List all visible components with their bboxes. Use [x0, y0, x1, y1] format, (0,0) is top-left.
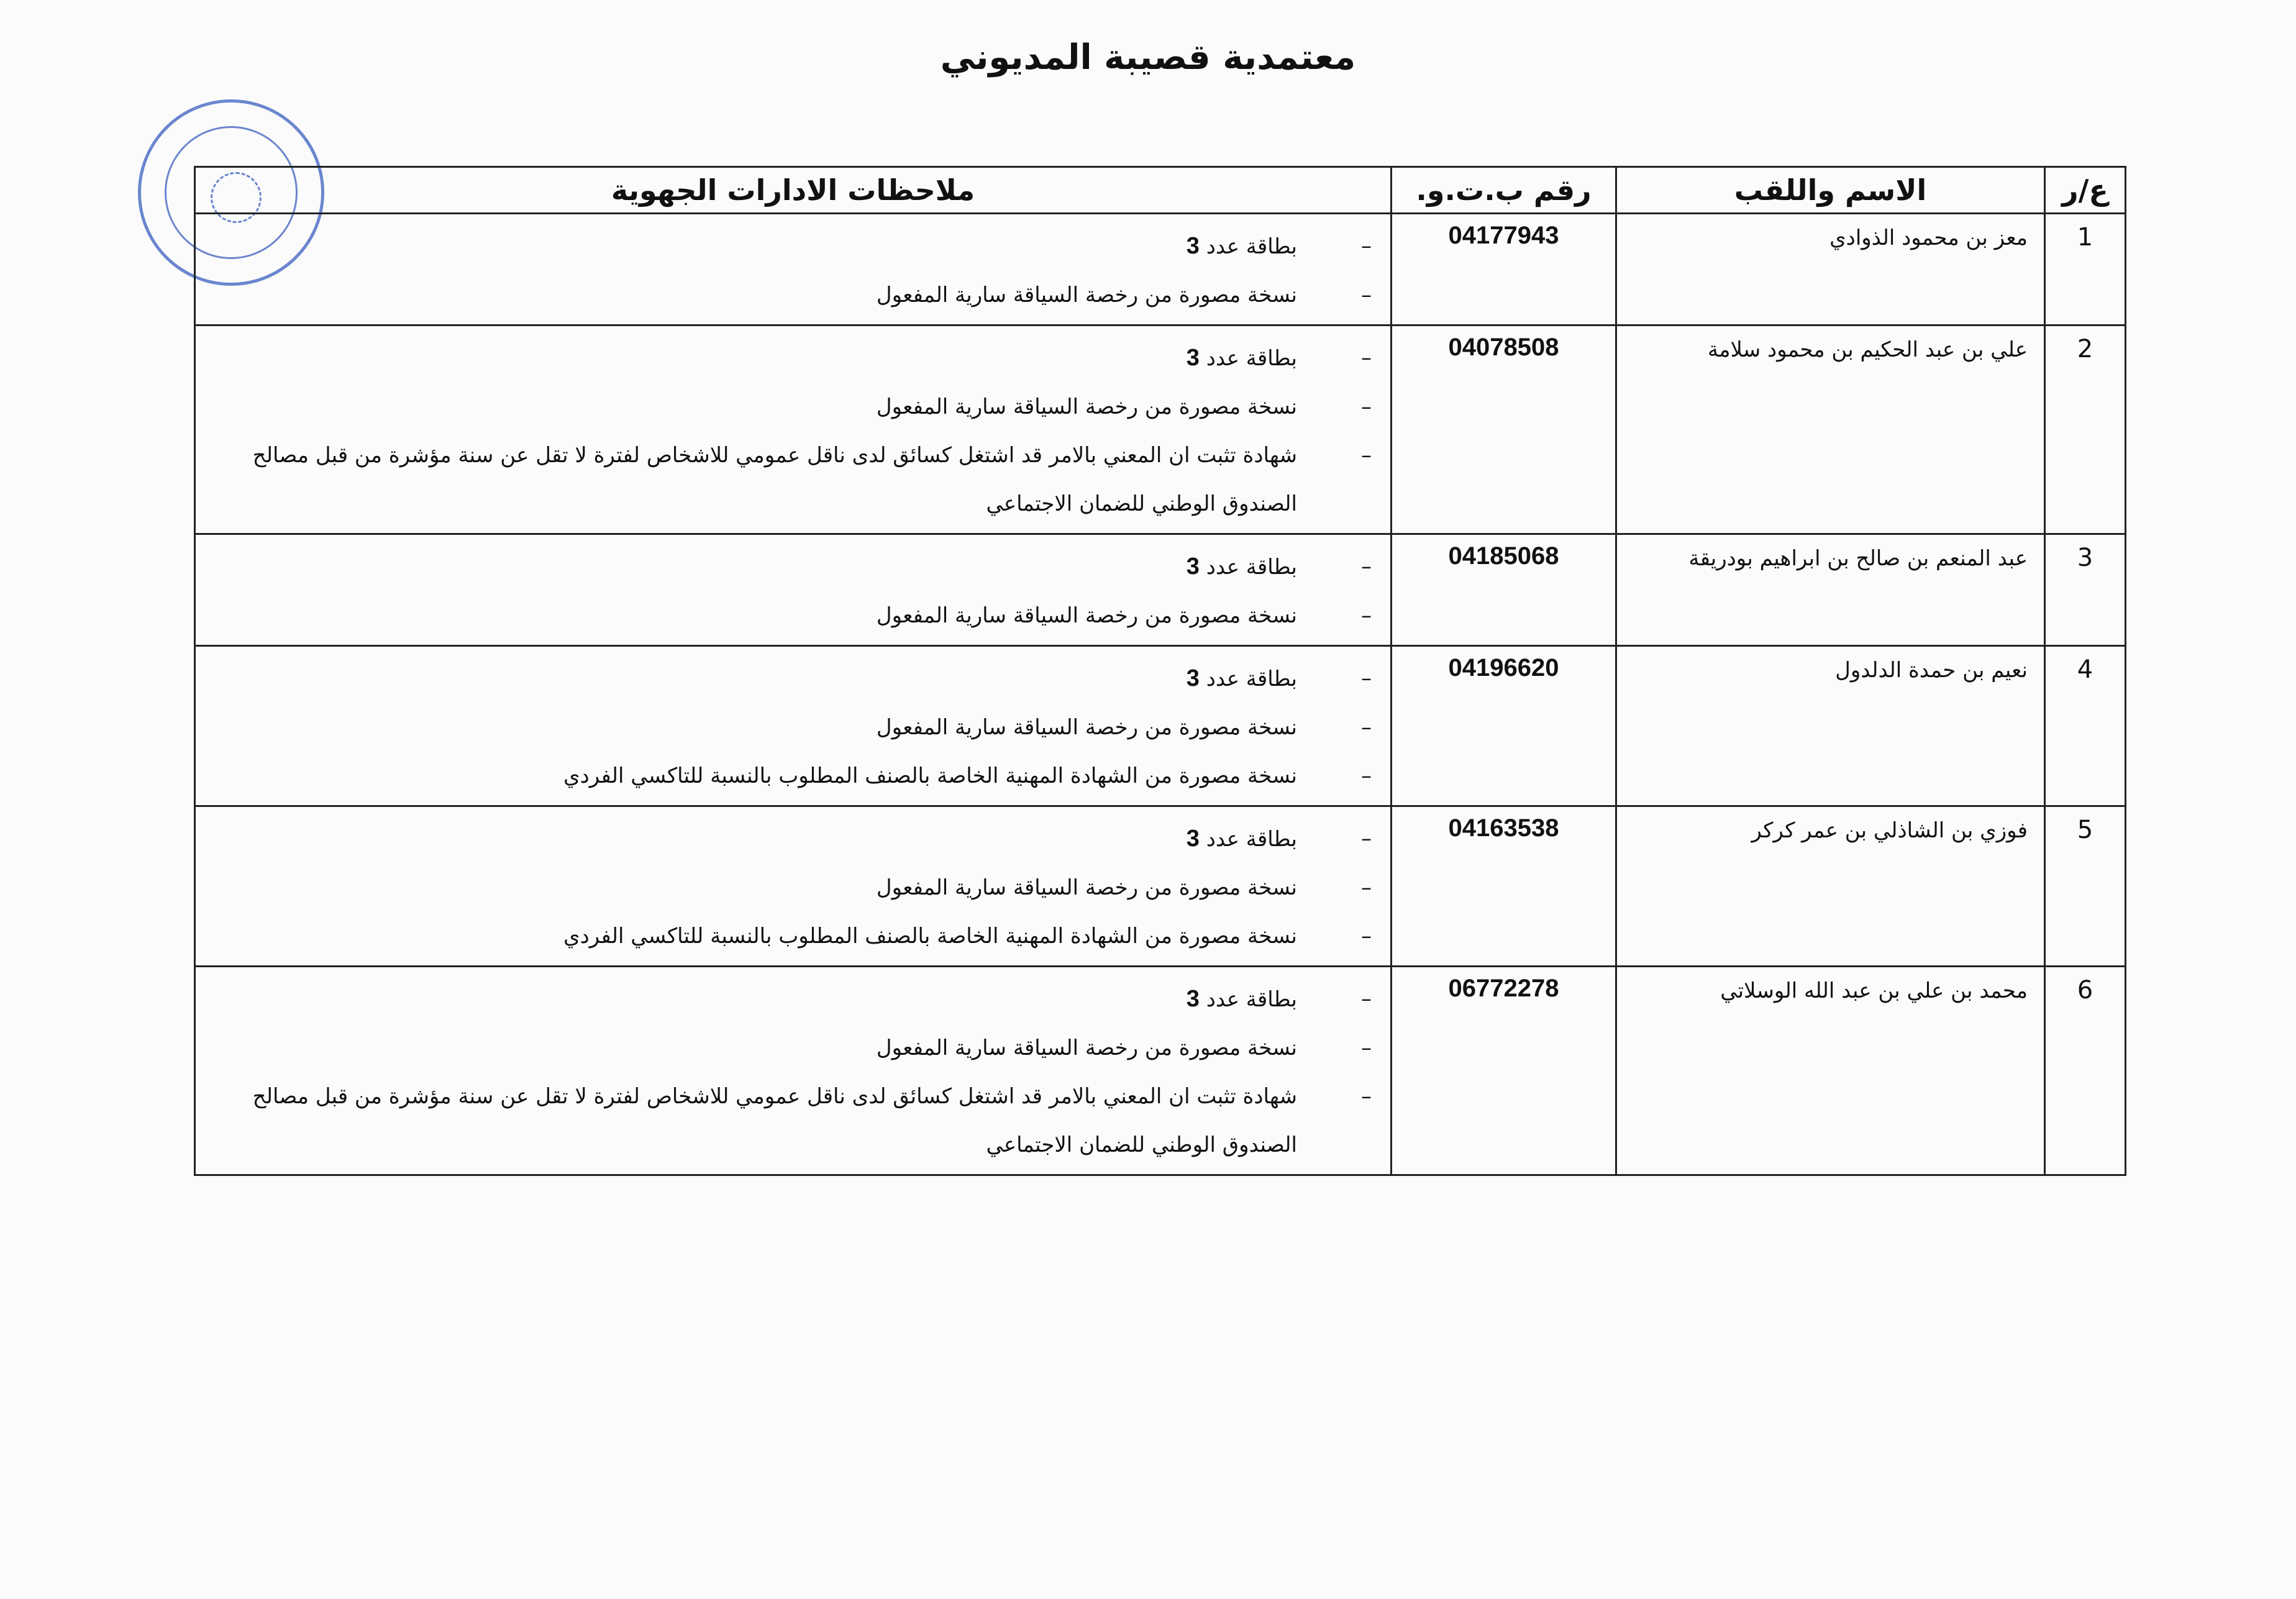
note-item: – بطاقة عدد 3 [208, 975, 1372, 1024]
card-number: 3 [1186, 665, 1200, 691]
column-header-num: ع/ر [2045, 167, 2126, 214]
table-row [195, 806, 2126, 967]
note-item: – بطاقة عدد 3 [208, 654, 1372, 703]
card-number: 3 [1186, 986, 1200, 1012]
candidate-name: نعيم بن حمدة الدلدول [1616, 646, 2045, 806]
note-item: – بطاقة عدد 3 [208, 542, 1372, 591]
row-number: 6 [2045, 967, 2126, 1175]
candidate-name: معز بن محمود الذوادي [1616, 214, 2045, 326]
column-header-name: الاسم واللقب [1616, 167, 2045, 214]
note-item: – نسخة مصورة من رخصة السياقة سارية المفعول [208, 703, 1372, 752]
notes-cell [195, 326, 1392, 534]
row-number: 2 [2045, 326, 2126, 534]
note-item: – نسخة مصورة من رخصة السياقة سارية المفعول [208, 591, 1372, 640]
note-item: – شهادة تثبت ان المعني بالامر قد اشتغل كسائق لدى ناقل عمومي للاشخاص لفترة لا تقل عن سنة مؤشرة من قبل مصالح الصندوق الوطني للضمان الاجتماعي [208, 431, 1372, 528]
national-id: 04196620 [1392, 646, 1616, 806]
notes-cell [195, 646, 1392, 806]
note-item: – نسخة مصورة من الشهادة المهنية الخاصة بالصنف المطلوب بالنسبة للتاكسي الفردي [208, 752, 1372, 800]
card-number: 3 [1186, 345, 1200, 371]
candidate-name: عبد المنعم بن صالح بن ابراهيم بودريقة [1616, 534, 2045, 646]
candidate-name: فوزي بن الشاذلي بن عمر كركر [1616, 806, 2045, 967]
column-header-notes: ملاحظات الادارات الجهوية [195, 167, 1392, 214]
note-item: – نسخة مصورة من رخصة السياقة سارية المفعول [208, 271, 1372, 319]
note-item: – بطاقة عدد 3 [208, 334, 1372, 383]
row-number: 5 [2045, 806, 2126, 967]
row-number: 3 [2045, 534, 2126, 646]
national-id: 04185068 [1392, 534, 1616, 646]
table-row [195, 534, 2126, 646]
national-id: 04177943 [1392, 214, 1616, 326]
page-title: معتمدية قصيبة المديوني [940, 37, 1356, 78]
card-number: 3 [1186, 554, 1200, 580]
row-number: 1 [2045, 214, 2126, 326]
table-row [195, 326, 2126, 534]
table-row [195, 646, 2126, 806]
national-id: 04078508 [1392, 326, 1616, 534]
note-item: – نسخة مصورة من رخصة السياقة سارية المفعول [208, 1024, 1372, 1072]
national-id: 04163538 [1392, 806, 1616, 967]
note-item: – بطاقة عدد 3 [208, 222, 1372, 271]
note-item: – شهادة تثبت ان المعني بالامر قد اشتغل كسائق لدى ناقل عمومي للاشخاص لفترة لا تقل عن سنة مؤشرة من قبل مصالح الصندوق الوطني للضمان الاجتماعي [208, 1072, 1372, 1169]
note-item: – نسخة مصورة من الشهادة المهنية الخاصة بالصنف المطلوب بالنسبة للتاكسي الفردي [208, 912, 1372, 960]
card-number: 3 [1186, 826, 1200, 852]
note-item: – بطاقة عدد 3 [208, 814, 1372, 863]
row-number: 4 [2045, 646, 2126, 806]
card-number: 3 [1186, 233, 1200, 259]
table-row [195, 967, 2126, 1175]
candidate-name: علي بن عبد الحكيم بن محمود سلامة [1616, 326, 2045, 534]
notes-cell [195, 214, 1392, 326]
national-id: 06772278 [1392, 967, 1616, 1175]
notes-cell [195, 806, 1392, 967]
table-header-row [195, 167, 2126, 214]
candidate-name: محمد بن علي بن عبد الله الوسلاتي [1616, 967, 2045, 1175]
notes-cell [195, 534, 1392, 646]
column-header-id: رقم ب.ت.و. [1392, 167, 1616, 214]
note-item: – نسخة مصورة من رخصة السياقة سارية المفعول [208, 863, 1372, 912]
notes-cell [195, 967, 1392, 1175]
table-row [195, 214, 2126, 326]
candidates-table [194, 166, 2126, 1176]
note-item: – نسخة مصورة من رخصة السياقة سارية المفعول [208, 383, 1372, 431]
